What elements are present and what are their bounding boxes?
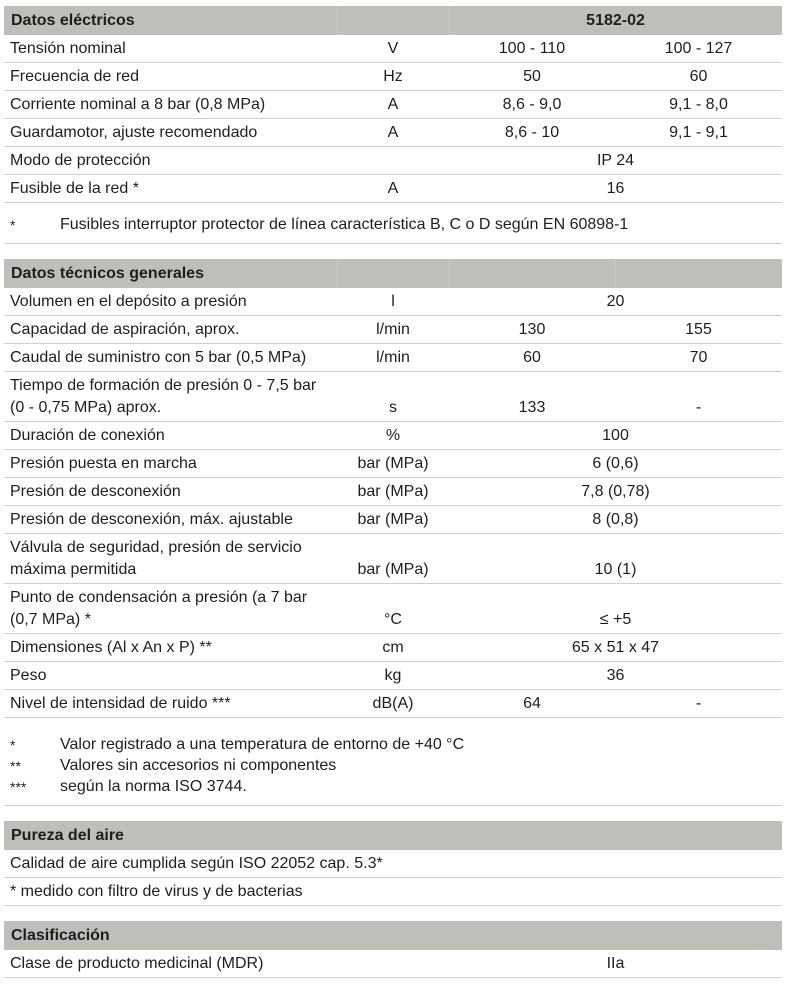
row-value: ≤ +5 — [599, 611, 632, 628]
row-unit: l — [391, 292, 395, 310]
table-row — [4, 63, 782, 91]
model-number: 5182-02 — [586, 11, 645, 29]
footnote-text: según la norma ISO 3744. — [60, 777, 247, 795]
row-value: 7,8 (0,78) — [581, 482, 650, 500]
row-value-1: 130 — [518, 320, 546, 338]
row-label: Válvula de seguridad, presión de servicio máxima permitida — [10, 538, 302, 578]
row-value-1: 64 — [523, 694, 541, 712]
table-row — [4, 35, 782, 63]
row-unit: bar (MPa) — [357, 482, 429, 500]
row-value: 20 — [606, 292, 625, 310]
section-title: Pureza del aire — [11, 826, 124, 844]
section-header-classification — [4, 921, 782, 950]
row-unit: l/min — [376, 320, 410, 338]
row-value: 36 — [606, 666, 625, 684]
row-value-1: 8,6 - 10 — [504, 123, 560, 141]
footnote-mark: ** — [10, 757, 21, 774]
row-label: Presión de desconexión, máx. ajustable — [10, 510, 293, 528]
row-unit: % — [385, 426, 401, 444]
row-label: Duración de conexión — [10, 426, 165, 444]
table-row — [4, 175, 782, 203]
footnotes — [4, 203, 782, 244]
row-unit: A — [387, 123, 399, 141]
row-label: Tensión nominal — [10, 39, 126, 57]
row-unit — [337, 147, 449, 174]
footnote-text: Valor registrado a una temperatura de entorno de +40 °C — [60, 735, 465, 753]
footnote — [4, 734, 782, 755]
table-row — [4, 422, 782, 450]
row-value-1: 8,6 - 9,0 — [502, 95, 562, 113]
footnote — [4, 213, 782, 237]
table-row — [4, 534, 782, 584]
header-divider — [337, 6, 338, 35]
row-label: Modo de protección — [10, 151, 151, 169]
table-row — [4, 147, 782, 175]
table-row — [4, 950, 782, 978]
row-value: 100 — [602, 426, 629, 444]
table-row — [4, 878, 782, 906]
footnote-text: Valores sin accesorios ni componentes — [60, 756, 337, 774]
row-unit: cm — [382, 638, 404, 656]
row-value: 8 (0,8) — [592, 510, 639, 528]
row-value-2: - — [695, 399, 702, 416]
row-label: Dimensiones (Al x An x P) ** — [10, 638, 212, 656]
row-unit: Hz — [383, 67, 403, 85]
row-unit: A — [387, 179, 399, 197]
section-title: Clasificación — [11, 926, 110, 944]
row-value-1: 50 — [523, 67, 541, 85]
table-row — [4, 119, 782, 147]
section-header-air — [4, 821, 782, 850]
header-divider — [615, 259, 616, 288]
footnote-mark: * — [10, 217, 16, 233]
footnote — [4, 755, 782, 776]
row-label: Caudal de suministro con 5 bar (0,5 MPa) — [10, 348, 307, 366]
table-row — [4, 372, 782, 422]
row-label: Clase de producto medicinal (MDR) — [10, 954, 264, 972]
table-row — [4, 478, 782, 506]
footnote-mark: * — [10, 736, 16, 753]
table-row — [4, 91, 782, 119]
row-unit: s — [389, 399, 397, 416]
row-unit: kg — [384, 666, 402, 684]
row-label: Capacidad de aspiración, aprox. — [10, 320, 240, 338]
row-value: IIa — [606, 954, 625, 972]
table-row — [4, 690, 782, 718]
row-value-2: 70 — [689, 348, 708, 366]
row-value: IP 24 — [596, 151, 635, 169]
section-header-electrical — [4, 6, 782, 35]
row-unit: bar (MPa) — [357, 510, 429, 528]
table-row — [4, 662, 782, 690]
table-row — [4, 288, 782, 316]
row-label: Punto de condensación a presión (a 7 bar (0,7 MPa) * — [10, 588, 308, 628]
row-label: * medido con filtro de virus y de bacterias — [10, 882, 303, 900]
row-label: Corriente nominal a 8 bar (0,8 MPa) — [10, 95, 266, 113]
row-unit: V — [387, 39, 399, 57]
table-row — [4, 850, 782, 878]
table-row — [4, 506, 782, 534]
header-divider — [449, 259, 450, 288]
row-unit: bar (MPa) — [357, 454, 429, 472]
row-value-1: 100 - 110 — [498, 39, 566, 57]
row-value: 65 x 51 x 47 — [571, 638, 660, 656]
row-value-2: 60 — [689, 67, 708, 85]
row-value-1: 60 — [523, 348, 541, 366]
row-value-2: 9,1 - 9,1 — [669, 123, 728, 141]
spec-sheet — [4, 6, 782, 978]
row-unit: dB(A) — [372, 694, 414, 712]
row-label: Frecuencia de red — [10, 67, 139, 85]
row-value-2: 100 - 127 — [664, 39, 733, 57]
row-label: Fusible de la red * — [10, 179, 139, 197]
row-label: Presión de desconexión — [10, 482, 181, 500]
table-row — [4, 450, 782, 478]
row-label: Peso — [10, 666, 47, 684]
section-title: Datos eléctricos — [11, 11, 135, 29]
row-value-2: 9,1 - 8,0 — [669, 95, 728, 113]
table-row — [4, 634, 782, 662]
table-row — [4, 316, 782, 344]
footnotes — [4, 718, 782, 806]
footnote-mark: *** — [10, 778, 27, 795]
row-unit: l/min — [376, 348, 410, 366]
row-label: Guardamotor, ajuste recomendado — [10, 123, 258, 141]
footnote — [4, 776, 782, 797]
row-label: Calidad de aire cumplida según ISO 22052 cap. 5.3* — [10, 854, 383, 872]
table-row — [4, 344, 782, 372]
row-value-2: - — [695, 694, 702, 712]
row-value: 16 — [606, 179, 625, 197]
row-label: Nivel de intensidad de ruido *** — [10, 694, 231, 712]
row-label: Tiempo de formación de presión 0 - 7,5 bar (0 - 0,75 MPa) aprox. — [10, 376, 317, 416]
row-label: Volumen en el depósito a presión — [10, 292, 247, 310]
row-unit: bar (MPa) — [357, 561, 429, 578]
row-value-2: 155 — [685, 320, 712, 338]
header-divider — [337, 259, 338, 288]
section-header-general — [4, 259, 782, 288]
table-row — [4, 584, 782, 634]
row-value: 6 (0,6) — [592, 454, 639, 472]
footnote-text: Fusibles interruptor protector de línea característica B, C o D según EN 60898-1 — [60, 216, 629, 233]
row-unit: °C — [384, 611, 402, 628]
row-unit: A — [387, 95, 399, 113]
section-title: Datos técnicos generales — [11, 264, 204, 282]
row-value: 10 (1) — [594, 561, 637, 578]
row-value-1: 133 — [518, 399, 546, 416]
row-label: Presión puesta en marcha — [10, 454, 197, 472]
